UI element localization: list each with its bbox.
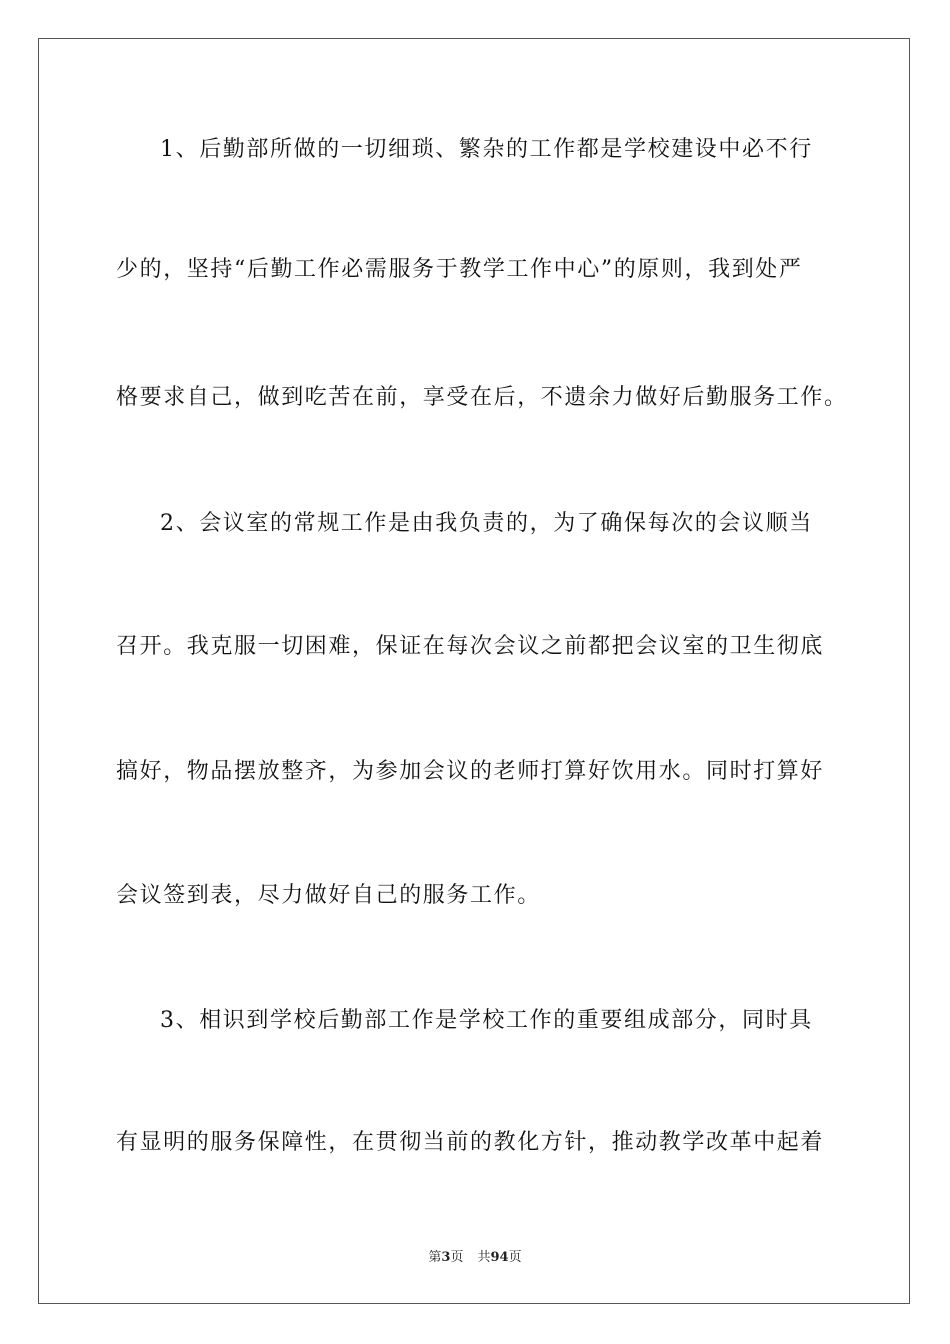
total-pages: 94 bbox=[490, 1250, 509, 1265]
text-line: 格要求自己，做到吃苦在前，享受在后，不遗余力做好后勤服务工作。 bbox=[116, 385, 848, 410]
page-footer bbox=[0, 1246, 950, 1265]
text-line: 2、会议室的常规工作是由我负责的，为了确保每次的会议顺当 bbox=[160, 511, 813, 536]
text-line: 有显明的服务保障性，在贯彻当前的教化方针，推动教学改革中起着 bbox=[116, 1130, 825, 1155]
text-line: 搞好，物品摆放整齐，为参加会议的老师打算好饮用水。同时打算好 bbox=[116, 759, 825, 784]
page-border bbox=[38, 38, 910, 1304]
text-line: 召开。我克服一切困难，保证在每次会议之前都把会议室的卫生彻底 bbox=[116, 634, 825, 659]
total-suffix: 页 bbox=[508, 1250, 522, 1265]
page-prefix: 第 bbox=[428, 1250, 442, 1265]
text-line: 会议签到表，尽力做好自己的服务工作。 bbox=[116, 883, 541, 908]
text-line: 3、相识到学校后勤部工作是学校工作的重要组成部分，同时具 bbox=[160, 1008, 813, 1033]
text-line: 1、后勤部所做的一切细琐、繁杂的工作都是学校建设中必不行 bbox=[160, 137, 813, 162]
page-number: 3 bbox=[441, 1250, 451, 1265]
text-line: 少的，坚持“后勤工作必需服务于教学工作中心”的原则，我到处严 bbox=[116, 257, 803, 282]
total-prefix: 共 bbox=[477, 1250, 491, 1265]
page-suffix: 页 bbox=[450, 1250, 464, 1265]
